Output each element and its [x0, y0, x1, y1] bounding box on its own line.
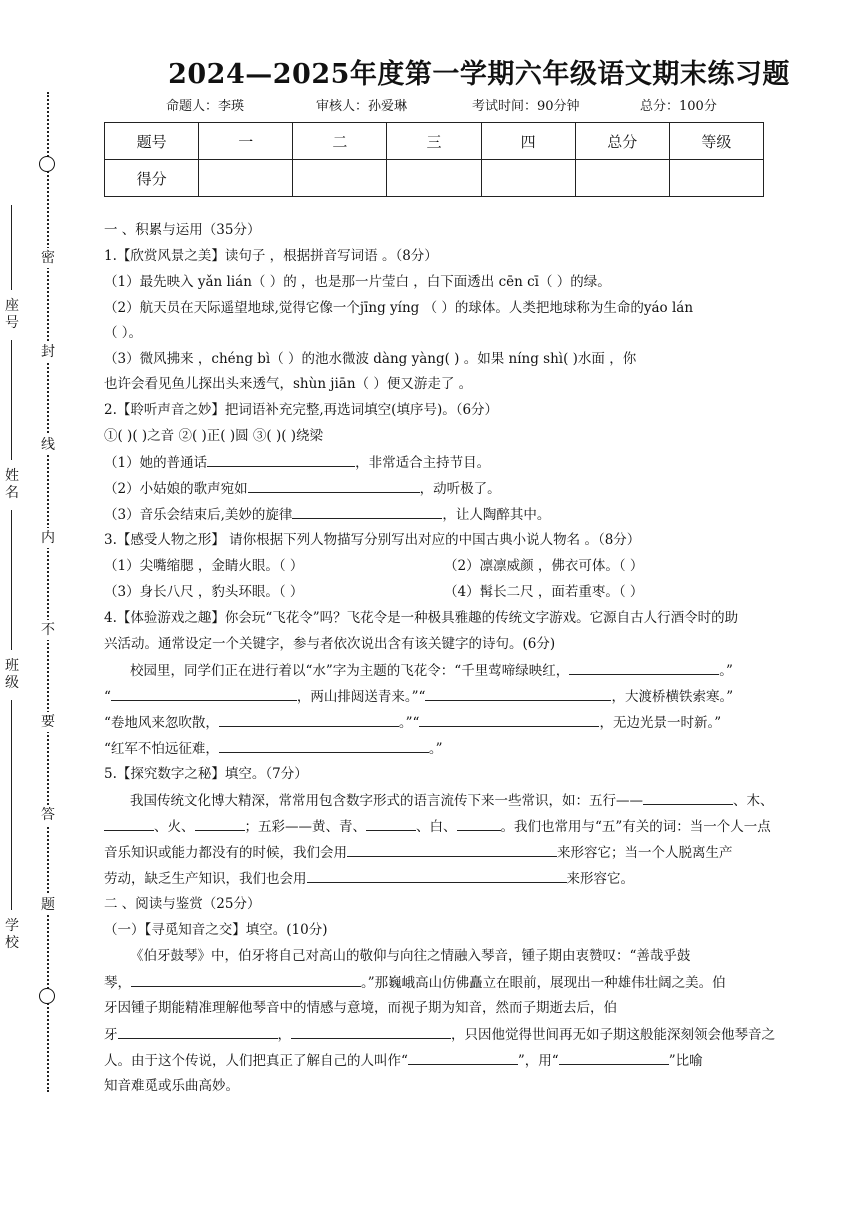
answer-blank[interactable]	[643, 790, 733, 805]
answer-blank[interactable]	[219, 712, 399, 727]
line-text: （4）髯长二尺 ，面若重枣。（ ）	[444, 584, 644, 600]
score-cell[interactable]	[481, 160, 575, 197]
fill-blank-line	[104, 712, 844, 733]
score-cell[interactable]	[669, 160, 763, 197]
score-header-cell: 等级	[669, 123, 763, 160]
line-text: 来形容它；当一个人脱离生产	[557, 845, 733, 861]
answer-blank[interactable]	[307, 868, 567, 883]
line-text: 。我们也常用与“五”有关的词：当一个人一点	[500, 819, 771, 835]
line-text: 、白、	[416, 819, 457, 835]
line-text: （1）尖嘴缩腮 ，金睛火眼。（ ）	[104, 558, 304, 574]
score-header-cell: 四	[481, 123, 575, 160]
fill-blank-line	[104, 816, 844, 837]
line-text: （3）音乐会结束后,美妙的旋律	[104, 507, 293, 523]
score-row-label: 得分	[105, 160, 199, 197]
answer-blank[interactable]	[569, 660, 719, 675]
question-heading: 2.【聆听声音之妙】把词语补充完整,再选词填空(填序号)。（6分）	[104, 402, 499, 418]
score-cell[interactable]	[293, 160, 387, 197]
answer-blank[interactable]	[292, 504, 442, 519]
binding-strip	[0, 0, 100, 1216]
fill-line-school	[11, 700, 12, 910]
seat-number-label: 座号	[5, 298, 19, 331]
answer-blank[interactable]	[291, 1024, 451, 1039]
line-text: ，让人陶醉其中。	[442, 507, 551, 523]
line-text: 。”	[719, 663, 733, 679]
line-text: 劳动，缺乏生产知识，我们也会用	[104, 871, 307, 887]
line-text: “卷地风来忽吹散，	[104, 715, 219, 731]
fill-line-seat	[11, 205, 12, 290]
question-line: （3）微风拂来 ，chéng bì（ ）的池水微波 dàng yàng( ) 。如果 níng shì( )水面 ，你	[104, 351, 637, 367]
exam-time: 考试时间：90分钟	[472, 99, 580, 114]
score-cell[interactable]	[575, 160, 669, 197]
score-cell[interactable]	[387, 160, 481, 197]
line-text: ，大渡桥横铁索寒。”	[611, 689, 734, 705]
section-heading: 一 、积累与运用（35分）	[104, 222, 261, 238]
score-table	[104, 122, 764, 197]
setter: 命题人：李瑛	[166, 99, 245, 114]
line-text: ；五彩——黄、青、	[244, 819, 366, 835]
score-header-cell: 一	[199, 123, 293, 160]
line-text: 。”	[428, 741, 443, 757]
fill-blank-line	[104, 1024, 844, 1045]
line-text: 。”那巍峨高山仿佛矗立在眼前，展现出一种雄伟壮阔之美。伯	[361, 975, 726, 991]
seal-char: 封	[38, 342, 58, 362]
answer-blank[interactable]	[347, 842, 557, 857]
line-text: ，动听极了。	[419, 481, 501, 497]
question-line	[104, 582, 844, 602]
score-header-cell: 二	[293, 123, 387, 160]
line-text: “红军不怕远征难，	[104, 741, 219, 757]
score-header-cell: 总分	[575, 123, 669, 160]
question-line: （2）航天员在天际遥望地球,觉得它像一个jīng yíng （ ）的球体。人类把地球称为生命的yáo lán	[104, 300, 694, 316]
fill-blank-line	[104, 452, 844, 473]
answer-blank[interactable]	[118, 1024, 278, 1039]
seal-char: 答	[38, 805, 58, 825]
answer-blank[interactable]	[425, 686, 611, 701]
line-text: “	[104, 689, 111, 705]
line-text: ，非常适合主持节目。	[355, 455, 491, 471]
line-text: （1）她的普通话	[104, 455, 208, 471]
fill-blank-line	[104, 868, 844, 889]
fill-blank-line	[104, 738, 844, 759]
fill-blank-line	[104, 478, 844, 499]
answer-blank[interactable]	[131, 972, 361, 987]
answer-blank[interactable]	[219, 738, 429, 753]
answer-blank[interactable]	[408, 1050, 518, 1065]
answer-blank[interactable]	[419, 712, 599, 727]
line-text: 音乐知识或能力都没有的时候，我们会用	[104, 845, 347, 861]
answer-blank[interactable]	[104, 816, 154, 831]
question-line: （ ）。	[104, 325, 143, 341]
school-label: 学校	[5, 918, 19, 951]
line-text: （3）身长八尺 ，豹头环眼。（ ）	[104, 584, 304, 600]
score-cell[interactable]	[199, 160, 293, 197]
total-score: 总分：100分	[640, 99, 717, 114]
question-line: 也许会看见鱼儿探出头来透气，shùn jiān（ ）便又游走了 。	[104, 376, 473, 392]
seal-char: 线	[38, 435, 58, 455]
answer-blank[interactable]	[457, 816, 501, 831]
line-text: 、火、	[154, 819, 195, 835]
fill-blank-line	[104, 504, 844, 525]
line-text: （2）凛凛威颜 ，佛衣可体。（ ）	[444, 558, 644, 574]
question-heading: （一）【寻觅知音之交】填空。(10分)	[104, 922, 328, 938]
line-text: 人。由于这个传说，人们把真正了解自己的人叫作“	[104, 1053, 408, 1069]
question-line: 兴活动。通常设定一个关键字，参与者依次说出含有该关键字的诗句。(6分)	[104, 636, 556, 652]
answer-blank[interactable]	[366, 816, 416, 831]
circle-mark-top	[39, 156, 55, 172]
answer-blank[interactable]	[111, 686, 297, 701]
fill-blank-line	[104, 842, 844, 863]
line-text: ，	[277, 1027, 291, 1043]
dotted-seal-line	[47, 92, 49, 1092]
question-line	[104, 556, 844, 576]
question-line: （1）最先映入 yǎn lián（ ）的 ，也是那一片莹白 ，白下面透出 cēn cī（ ）的绿。	[104, 274, 611, 290]
answer-blank[interactable]	[207, 452, 355, 467]
fill-line-class	[11, 510, 12, 650]
question-heading: 1.【欣赏风景之美】读句子 ，根据拼音写词语 。（8分）	[104, 248, 438, 264]
section-heading: 二 、阅读与鉴赏（25分）	[104, 896, 261, 912]
line-text: ，只因他觉得世间再无如子期这般能深刻领会他琴音之	[451, 1027, 775, 1043]
score-header-cell: 三	[387, 123, 481, 160]
line-text: 校园里，同学们正在进行着以“水”字为主题的飞花令：“千里莺啼绿映红，	[130, 663, 570, 679]
line-text: ，无边光景一时新。”	[599, 715, 722, 731]
seal-char: 不	[38, 620, 58, 640]
fill-blank-line	[104, 972, 844, 993]
answer-blank[interactable]	[559, 1050, 669, 1065]
score-table-score-row	[105, 160, 764, 197]
question-heading: 4.【体验游戏之趣】你会玩“飞花令”吗？飞花令是一种极具雅趣的传统文字游戏。它源自古人行酒令时的助	[104, 610, 739, 626]
line-text: 我国传统文化博大精深，常常用包含数字形式的语言流传下来一些常识，如：五行——	[130, 793, 643, 809]
class-label: 班级	[5, 658, 19, 691]
question-heading: 5.【探究数字之秘】填空。（7分）	[104, 766, 308, 782]
fill-blank-line	[104, 790, 860, 811]
fill-blank-line	[104, 686, 844, 707]
line-text: ，两山排闼送青来。”“	[296, 689, 426, 705]
seal-char: 密	[38, 248, 58, 268]
reviewer: 审核人：孙爱琳	[316, 99, 408, 114]
fill-line-name	[11, 340, 12, 460]
seal-char: 要	[38, 712, 58, 732]
line-text: 。”“	[398, 715, 420, 731]
answer-blank[interactable]	[248, 478, 420, 493]
line-text: ”，用“	[517, 1053, 559, 1069]
answer-blank[interactable]	[195, 816, 245, 831]
score-table-header-row	[105, 123, 764, 160]
line-text: 来形容它。	[566, 871, 634, 887]
line-text: 琴，	[104, 975, 131, 991]
exam-title: 2024—2025年度第一学期六年级语文期末练习题	[168, 59, 790, 90]
fill-blank-line	[104, 1050, 844, 1071]
passage-line: 知音难觅或乐曲高妙。	[104, 1078, 239, 1094]
seal-char: 内	[38, 528, 58, 548]
line-text: 、木、	[733, 793, 774, 809]
seal-char: 题	[38, 895, 58, 915]
score-header-cell: 题号	[105, 123, 199, 160]
line-text: ”比喻	[668, 1053, 703, 1069]
passage-line: 《伯牙鼓琴》中，伯牙将自己对高山的敬仰与向往之情融入琴音，锺子期由衷赞叹：“善哉乎鼓	[130, 948, 691, 964]
name-label: 姓名	[5, 468, 19, 501]
circle-mark-bottom	[39, 988, 55, 1004]
question-line: ①( )( )之音 ②( )正( )圆 ③( )( )绕梁	[104, 428, 324, 444]
fill-blank-line	[104, 660, 860, 681]
line-text: （2）小姑娘的歌声宛如	[104, 481, 248, 497]
question-heading: 3.【感受人物之形】 请你根据下列人物描写分别写出对应的中国古典小说人物名 。（8分）	[104, 532, 641, 548]
passage-line: 牙因锺子期能精准理解他琴音中的情感与意境，而视子期为知音，然而子期逝去后，伯	[104, 1000, 617, 1016]
line-text: 牙	[104, 1027, 118, 1043]
